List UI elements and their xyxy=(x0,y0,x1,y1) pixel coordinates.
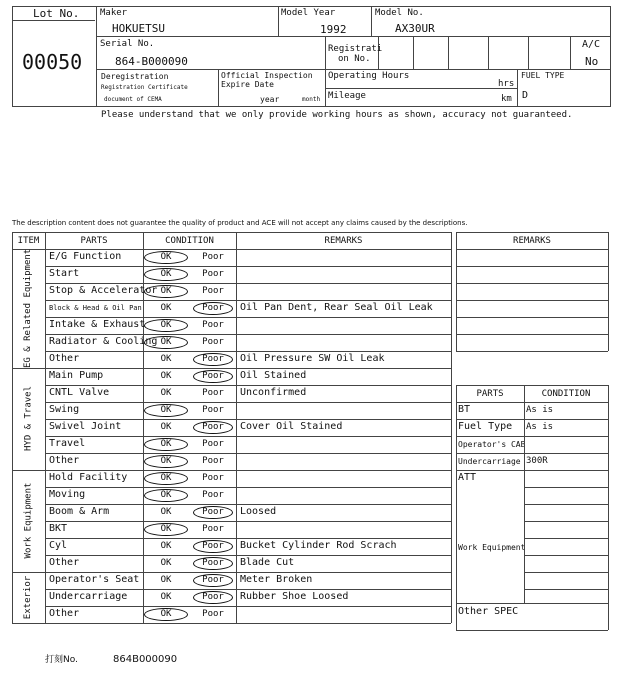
poor-label: Poor xyxy=(202,371,224,381)
right-parts-header: PARTS xyxy=(476,389,504,399)
ok-label: OK xyxy=(160,524,172,534)
ok-label: OK xyxy=(160,473,172,483)
right-part-name: Undercarriage xyxy=(458,457,521,466)
poor-label: Poor xyxy=(202,320,224,330)
fuel-type-label: FUEL TYPE xyxy=(521,71,565,80)
other-spec-label: Other SPEC xyxy=(458,606,519,617)
remark-text: Oil Stained xyxy=(240,370,307,381)
ok-label: OK xyxy=(160,371,172,381)
part-name: Intake & Exhaust xyxy=(49,319,146,330)
ok-label: OK xyxy=(160,558,172,568)
ok-label: OK xyxy=(160,541,172,551)
part-name: BKT xyxy=(49,523,68,534)
poor-label: Poor xyxy=(202,592,224,602)
group-label: EG & Related Equipment xyxy=(23,248,33,368)
ok-label: OK xyxy=(160,575,172,585)
ok-label: OK xyxy=(160,490,172,500)
poor-label: Poor xyxy=(202,286,224,296)
ok-label: OK xyxy=(160,609,172,619)
ok-label: OK xyxy=(160,388,172,398)
group-label: HYD & Travel xyxy=(23,385,33,452)
header-item: ITEM xyxy=(17,236,40,246)
poor-selected-circle xyxy=(193,353,233,366)
poor-label: Poor xyxy=(202,422,224,432)
poor-selected-circle xyxy=(193,506,233,519)
ac-label: A/C xyxy=(582,39,601,50)
right-part-condition: As is xyxy=(526,405,554,415)
part-name: Swing xyxy=(49,404,80,415)
km-label: km xyxy=(501,94,512,104)
ok-label: OK xyxy=(160,354,172,364)
header-condition: CONDITION xyxy=(165,236,214,246)
right-part-condition: 300R xyxy=(526,456,548,466)
poor-label: Poor xyxy=(202,388,224,398)
stamp-label: 打刻No. xyxy=(45,655,78,665)
remark-text: Oil Pressure SW Oil Leak xyxy=(240,353,385,364)
lot-label: Lot No. xyxy=(33,7,80,20)
poor-selected-circle xyxy=(193,540,233,553)
ok-selected-circle xyxy=(144,438,188,451)
poor-label: Poor xyxy=(202,303,224,313)
registration-label: Registrati xyxy=(328,44,383,54)
poor-selected-circle xyxy=(193,302,233,315)
remark-text: Blade Cut xyxy=(240,557,295,568)
mileage-label: Mileage xyxy=(328,91,366,101)
remark-text: Cover Oil Stained xyxy=(240,421,343,432)
poor-label: Poor xyxy=(202,473,224,483)
ok-label: OK xyxy=(160,337,172,347)
ok-label: OK xyxy=(160,422,172,432)
model-no-value: AX30UR xyxy=(395,22,435,35)
poor-label: Poor xyxy=(202,575,224,585)
part-name: Other xyxy=(49,353,80,364)
ok-selected-circle xyxy=(144,608,188,621)
poor-label: Poor xyxy=(202,252,224,262)
part-name: E/G Function xyxy=(49,251,122,262)
ok-label: OK xyxy=(160,286,172,296)
right-condition-header: CONDITION xyxy=(541,389,591,399)
ok-label: OK xyxy=(160,269,172,279)
ok-selected-circle xyxy=(144,404,188,417)
inspection-label: Official Inspection xyxy=(221,71,313,80)
remark-text: Meter Broken xyxy=(240,574,313,585)
part-name: Other xyxy=(49,455,80,466)
model-year-label: Model Year xyxy=(281,8,336,18)
registration-label-2: on No. xyxy=(338,54,371,64)
work-equipment-label: Work Equipment xyxy=(458,543,526,552)
remark-text: Loosed xyxy=(240,506,277,517)
ok-selected-circle xyxy=(144,285,188,298)
lot-number: 00050 xyxy=(22,50,83,74)
part-name: Travel xyxy=(49,438,86,449)
remark-text: Unconfirmed xyxy=(240,387,307,398)
poor-label: Poor xyxy=(202,405,224,415)
poor-label: Poor xyxy=(202,439,224,449)
part-name: Hold Facility xyxy=(49,472,128,483)
month-label: month xyxy=(302,96,321,103)
serial-value: 864-B000090 xyxy=(115,55,188,68)
serial-label: Serial No. xyxy=(100,39,155,49)
poor-label: Poor xyxy=(202,456,224,466)
poor-selected-circle xyxy=(193,574,233,587)
header-parts: PARTS xyxy=(80,236,108,246)
hrs-label: hrs xyxy=(498,79,515,89)
header-remarks: REMARKS xyxy=(324,236,363,246)
ok-selected-circle xyxy=(144,489,188,502)
deregistration-label: Deregistration xyxy=(101,72,169,81)
right-part-name: Operator's CAB xyxy=(458,440,526,449)
poor-label: Poor xyxy=(202,524,224,534)
poor-label: Poor xyxy=(202,507,224,517)
ok-label: OK xyxy=(160,507,172,517)
att-label: ATT xyxy=(458,472,477,483)
part-name: Undercarriage xyxy=(49,591,128,602)
group-label: Exterior xyxy=(23,575,33,619)
part-name: Stop & Accelerator xyxy=(49,285,158,296)
right-part-name: BT xyxy=(458,404,471,415)
poor-selected-circle xyxy=(193,421,233,434)
ok-selected-circle xyxy=(144,336,188,349)
part-name: Other xyxy=(49,557,80,568)
fuel-type-value: D xyxy=(522,90,529,101)
model-no-label: Model No. xyxy=(375,8,424,18)
stamp-value: 864B000090 xyxy=(113,654,178,665)
inspection-label-2: Expire Date xyxy=(221,80,274,89)
right-part-name: Fuel Type xyxy=(458,421,513,432)
document-cema-label: document of CEMA xyxy=(104,96,162,103)
right-remarks-header: REMARKS xyxy=(513,236,551,246)
part-name: Main Pump xyxy=(49,370,104,381)
remark-text: Bucket Cylinder Rod Scrach xyxy=(240,540,397,551)
year-label: year xyxy=(260,95,280,104)
part-name: Operator's Seat xyxy=(49,574,140,585)
poor-selected-circle xyxy=(193,557,233,570)
poor-label: Poor xyxy=(202,490,224,500)
ok-selected-circle xyxy=(144,455,188,468)
remark-text: Oil Pan Dent, Rear Seal Oil Leak xyxy=(240,302,433,313)
remark-text: Rubber Shoe Loosed xyxy=(240,591,349,602)
part-name: Start xyxy=(49,268,80,279)
part-name: Cyl xyxy=(49,540,68,551)
hours-note: Please understand that we only provide working hours as shown, accuracy not guaranteed. xyxy=(101,110,573,120)
maker-label: Maker xyxy=(100,8,128,18)
poor-label: Poor xyxy=(202,541,224,551)
part-name: Block & Head & Oil Pan xyxy=(49,304,142,312)
ok-label: OK xyxy=(160,405,172,415)
part-name: CNTL Valve xyxy=(49,387,110,398)
ok-selected-circle xyxy=(144,523,188,536)
ok-selected-circle xyxy=(144,319,188,332)
poor-label: Poor xyxy=(202,354,224,364)
part-name: Other xyxy=(49,608,80,619)
part-name: Swivel Joint xyxy=(49,421,122,432)
model-year-value: 1992 xyxy=(320,23,347,36)
right-part-condition: As is xyxy=(526,422,554,432)
poor-selected-circle xyxy=(193,370,233,383)
poor-selected-circle xyxy=(193,591,233,604)
ok-label: OK xyxy=(160,456,172,466)
part-name: Moving xyxy=(49,489,86,500)
disclaimer: The description content does not guarantee the quality of product and ACE will not accept any claims caused by the descriptions. xyxy=(12,219,468,227)
ok-selected-circle xyxy=(144,268,188,281)
poor-label: Poor xyxy=(202,337,224,347)
part-name: Boom & Arm xyxy=(49,506,110,517)
ok-label: OK xyxy=(160,592,172,602)
group-label: Work Equipment xyxy=(23,482,33,559)
ok-selected-circle xyxy=(144,251,188,264)
ok-label: OK xyxy=(160,320,172,330)
ok-selected-circle xyxy=(144,472,188,485)
poor-label: Poor xyxy=(202,609,224,619)
poor-label: Poor xyxy=(202,558,224,568)
ok-label: OK xyxy=(160,303,172,313)
maker-value: HOKUETSU xyxy=(112,22,165,35)
ac-value: No xyxy=(585,55,599,68)
ok-label: OK xyxy=(160,252,172,262)
operating-hours-label: Operating Hours xyxy=(328,71,410,81)
ok-label: OK xyxy=(160,439,172,449)
poor-label: Poor xyxy=(202,269,224,279)
part-name: Radiator & Cooling xyxy=(49,336,158,347)
registration-certificate-label: Registration Certificate xyxy=(101,84,188,91)
